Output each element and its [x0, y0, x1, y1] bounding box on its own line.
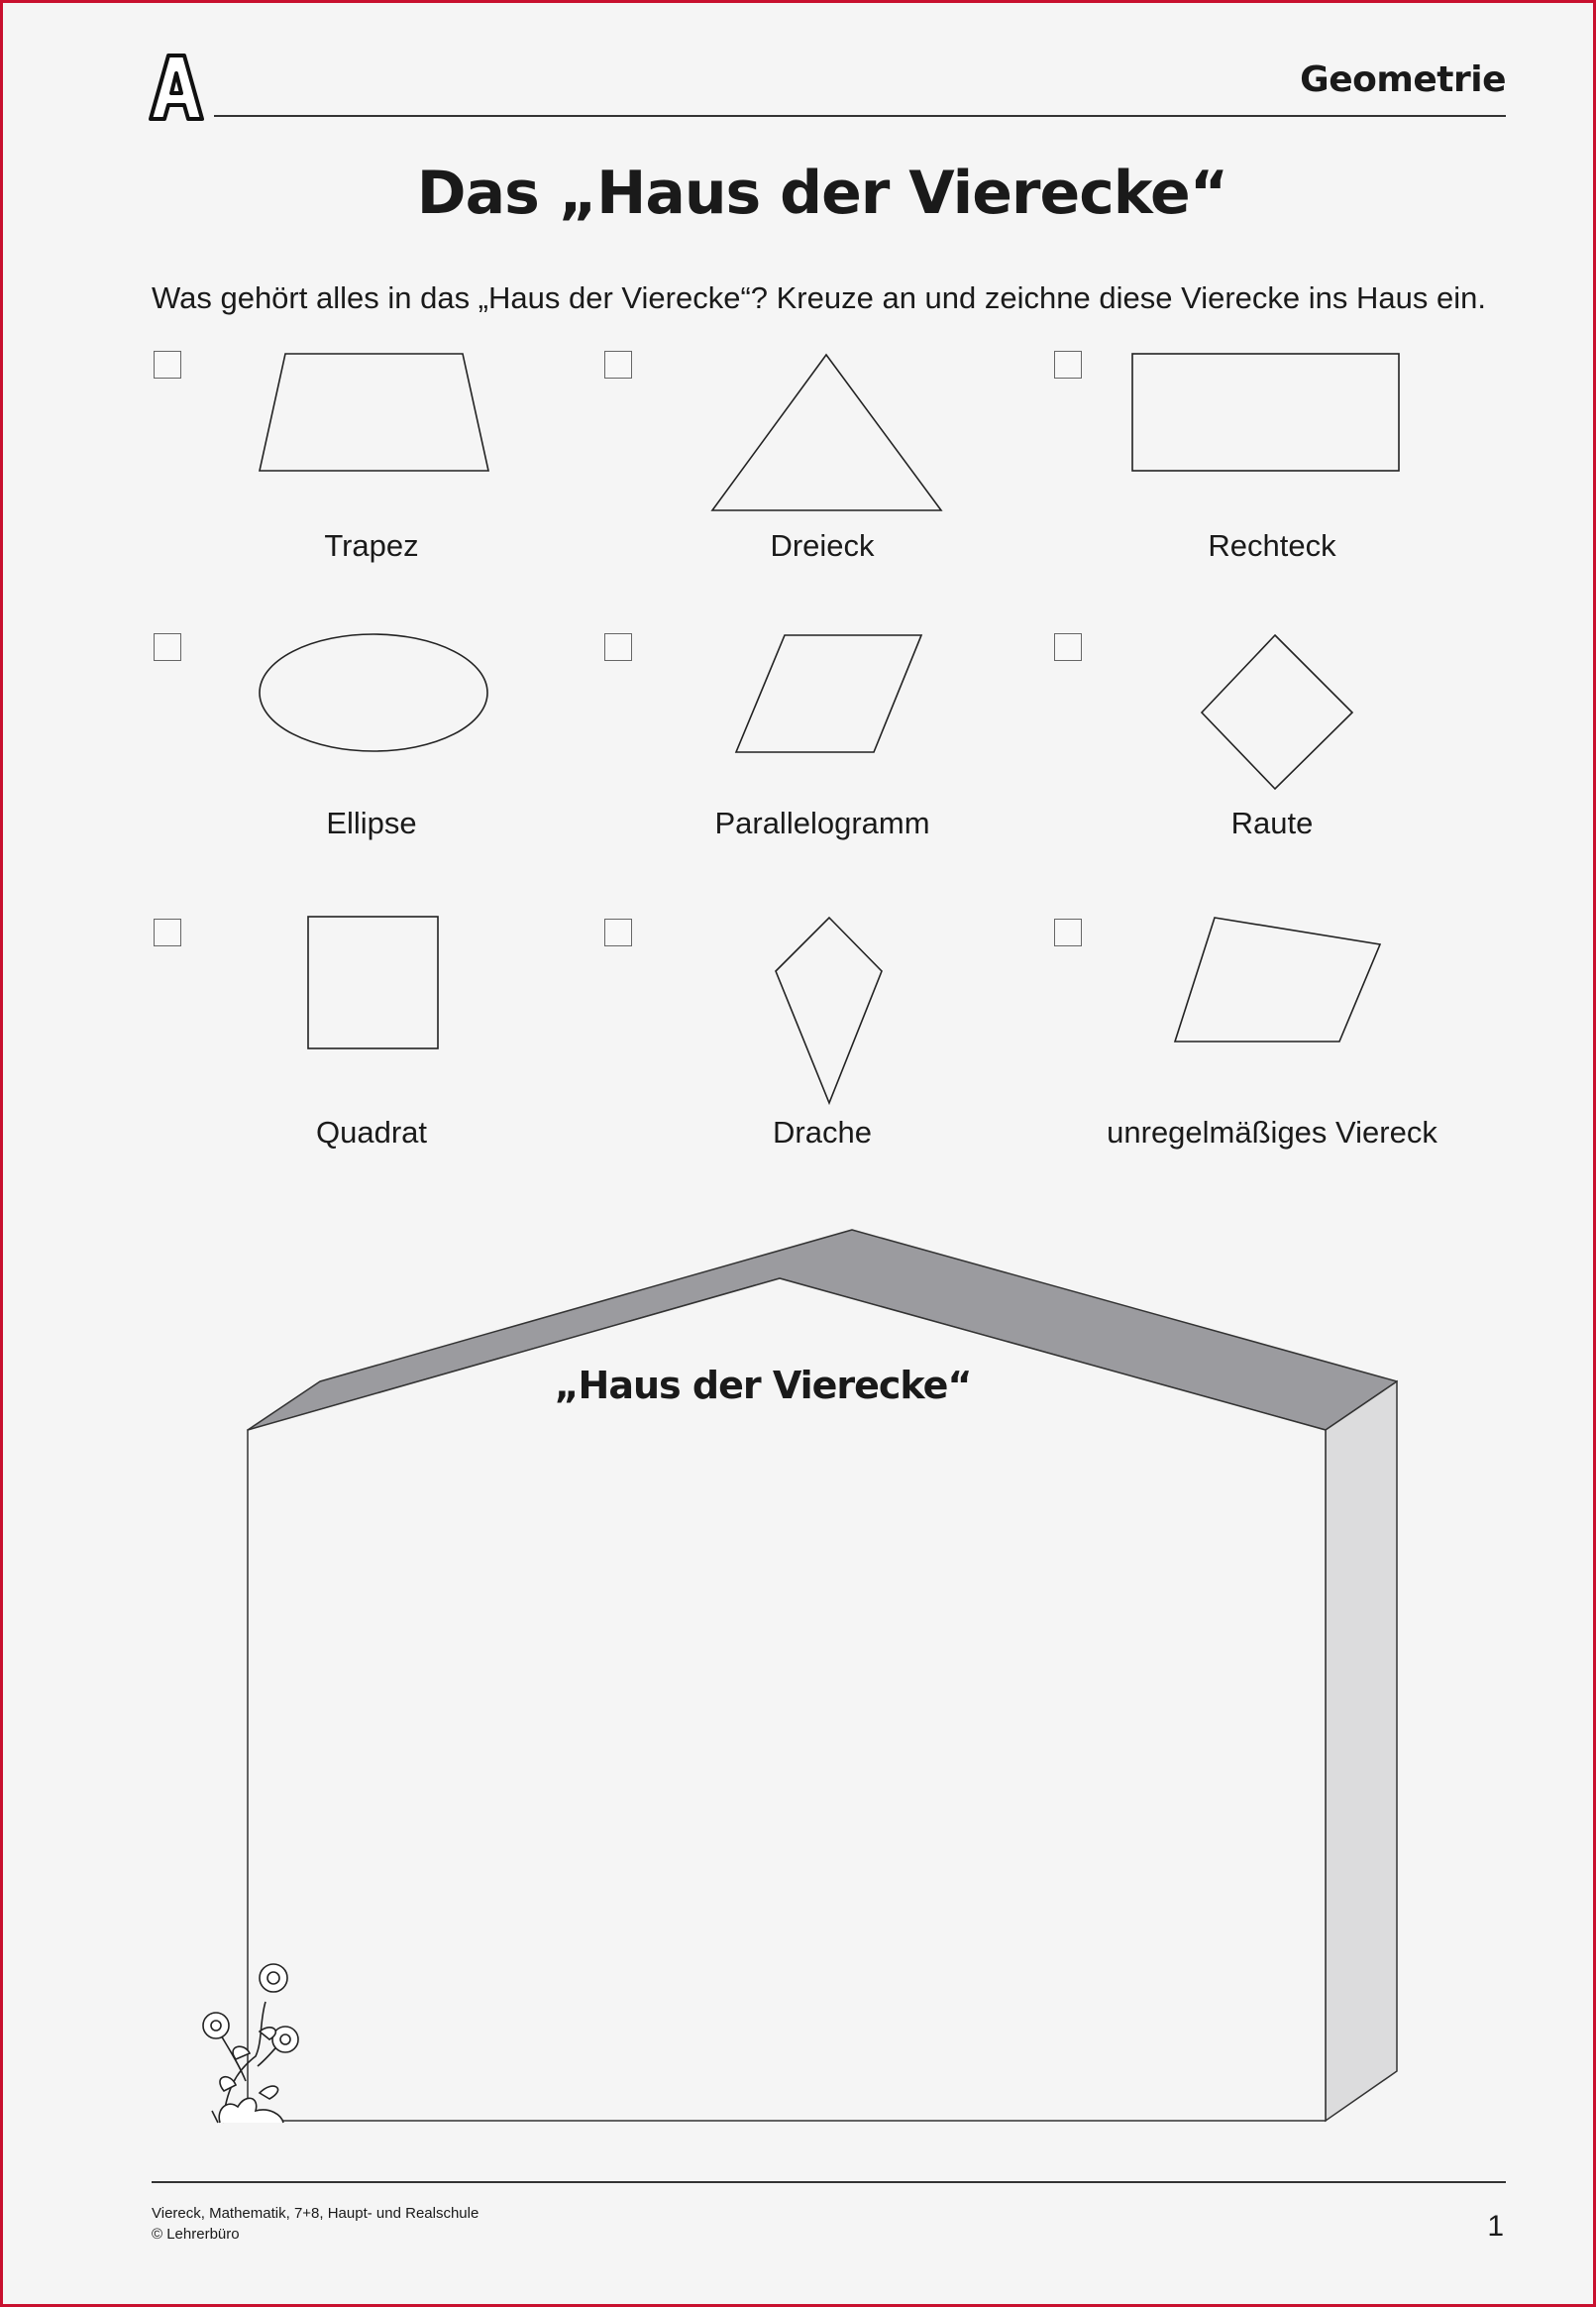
- footer-source: Viereck, Mathematik, 7+8, Haupt- und Realschule: [152, 2205, 479, 2222]
- page-title: Das „Haus der Vierecke“: [416, 159, 1228, 228]
- shape-label-unregelmaessiges-viereck: unregelmäßiges Viereck: [1107, 1115, 1437, 1150]
- subject-heading: Geometrie: [1300, 59, 1506, 100]
- shape-label-dreieck: Dreieck: [770, 528, 875, 563]
- shape-label-drache: Drache: [773, 1115, 872, 1150]
- footer-divider: [152, 2181, 1506, 2183]
- house-side-wall: [1326, 1381, 1397, 2121]
- shape-label-raute: Raute: [1230, 806, 1314, 840]
- shape-label-parallelogramm: Parallelogramm: [714, 806, 930, 840]
- shape-label-ellipse: Ellipse: [326, 806, 417, 840]
- shape-label-quadrat: Quadrat: [315, 1115, 427, 1150]
- page-number: 1: [1487, 2210, 1504, 2243]
- instruction-text: Was gehört alles in das „Haus der Vierecke“? Kreuze an und zeichne diese Vierecke ins Haus ein.: [152, 280, 1486, 315]
- shape-label-trapez: Trapez: [324, 528, 419, 563]
- footer-copyright: © Lehrerbüro: [152, 2226, 240, 2243]
- house-label: „Haus der Vierecke“: [554, 1364, 972, 1407]
- shape-label-rechteck: Rechteck: [1208, 528, 1336, 563]
